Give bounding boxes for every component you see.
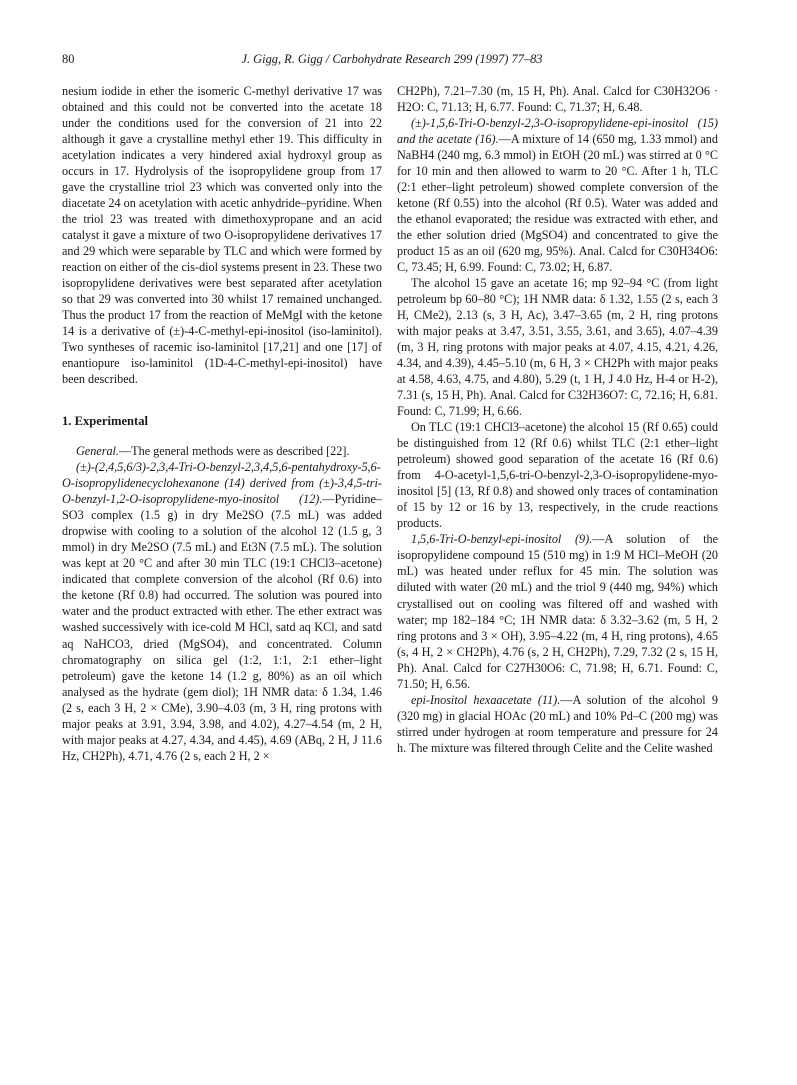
page-header <box>62 52 722 70</box>
hexaacetate-11-text: —A solution of the alcohol 9 (320 mg) in glacial HOAc (20 mL) and 10% Pd–C (200 mg) was stirred under hydrogen at room temperature and pressure for 24 h. The mixture was filtered through Celite and the Celite washed <box>397 692 718 755</box>
hexaacetate-11-title: epi-Inositol hexaacetate (11). <box>411 692 561 707</box>
running-head: J. Gigg, R. Gigg / Carbohydrate Research 299 (1997) 77–83 <box>241 52 543 66</box>
compound-15-title: (±)-1,5,6-Tri-O-benzyl-2,3-O-isopropylidene-epi-inositol (15) and the acetate (16). <box>397 116 718 147</box>
intro-paragraph: nesium iodide in ether the isomeric C-methyl derivative 17 was obtained and this could not be converted into the acetate 18 under the conditions used for the conversion of 21 into 22 although it gave a crystalline methyl ether 19. This difficulty in acetylation indicates a very hindered axial hydroxyl group as occurs in 17. Hydrolysis of the isopropylidene group from 17 gave the crystalline triol 23 which was converted only into the diacetate 24 on acetylation with acetic anhydride–pyridine. When the triol 23 was treated with dimethoxypropane and an acid catalyst it gave a mixture of two O-isopropylidene derivatives 17 and 29 which were separable by TLC and which were formed by reaction on either of the cis-diol systems present in 23. These two isopropylidene derivatives were best separated after acetylation so that 29 was converted into 30 whilst 17 remained unchanged. Thus the product 17 from the reaction of MeMgI with the ketone 14 is a derivative of (±)-4-C-methyl-epi-inositol (iso-laminitol). Two syntheses of racemic iso-laminitol [17,21] and one [17] of enantiopure iso-laminitol (1D-4-C-methyl-epi-inositol) have been described. <box>62 84 382 387</box>
triol-9-title: 1,5,6-Tri-O-benzyl-epi-inositol (9). <box>411 532 593 547</box>
general-paragraph <box>62 443 382 459</box>
compound-15-text: —A mixture of 14 (650 mg, 1.33 mmol) and NaBH4 (240 mg, 6.3 mmol) in EtOH (20 mL) was stirred at 0 °C for 10 min and then allowed to warm to 20 °C. After 1 h, TLC (2:1 ether–light petroleum) showed complete conversion of the ketone (Rf 0.55) into the alcohol (Rf 0.5). Water was added and the ethanol evaporated; the residue was extracted with ether, and the ether solution dried (MgSO4) and concentrated to give the product 15 as an oil (620 mg, 95%). Anal. Calcd for C30H34O6: C, 73.45; H, 6.99. Found: C, 73.02; H, 6.87. <box>397 132 718 275</box>
ketone-14-paragraph <box>62 459 382 763</box>
general-title: General. <box>76 444 119 459</box>
acetate-16-paragraph: The alcohol 15 gave an acetate 16; mp 92–94 °C (from light petroleum bp 60–80 °C); 1H NMR data: δ 1.32, 1.55 (2 s, each 3 H, CMe2), 2.13 (s, 3 H, Ac), 3.47–3.65 (m, 2 H, ring protons with major peaks at 3.47, 3.51, 3.55, 3.61, and 3.65), 4.07–4.39 (m, 3 H, ring protons with major peaks at 4.07, 4.15, 4.21, 4.26, 4.34, and 4.39), 4.45–5.10 (m, 6 H, 3 × CH2Ph with major peaks at 4.58, 4.63, 4.75, and 4.80), 5.29 (t, 1 H, J 4.0 Hz, H-4 or H-2), 7.31 (s, 15 H, Ph). Anal. Calcd for C32H36O7: C, 72.16; H, 6.81. Found: C, 71.99; H, 6.66. <box>397 276 718 419</box>
general-text: —The general methods were as described [22]. <box>118 444 350 459</box>
hexaacetate-11-paragraph <box>397 692 718 756</box>
compound-15-paragraph <box>397 115 718 275</box>
continued-paragraph: CH2Ph), 7.21–7.30 (m, 15 H, Ph). Anal. Calcd for C30H32O6 · H2O: C, 71.13; H, 6.77. Found: C, 71.37; H, 6.48. <box>397 84 718 115</box>
tlc-paragraph: On TLC (19:1 CHCl3–acetone) the alcohol 15 (Rf 0.65) could be distinguished from 12 (Rf 0.6) whilst TLC (2:1 ether–light petroleum) showed good separation of the acetate 16 (Rf 0.6) from 4-O-acetyl-1,5,6-tri-O-benzyl-2,3-O-isopropylidene-myo-inositol [5] (13, Rf 0.8) and showed only traces of contamination of 15 by 12 or 16 by 13, respectively, in the crude reactions products. <box>397 420 718 531</box>
triol-9-paragraph <box>397 531 718 691</box>
ketone-14-text: —Pyridine–SO3 complex (1.5 g) in dry Me2SO (7.5 mL) was added dropwise with cooling to a solution of the alcohol 12 (1.5 g, 3 mmol) in dry Me2SO (7.5 mL) and Et3N (7.5 mL). The solution was kept at 20 °C and after 30 min TLC (19:1 CHCl3–acetone) indicated that complete conversion of the alcohol (Rf 0.6) into the ketone (Rf 0.8) had occurred. The solution was poured into water and the product extracted with ether. The ether extract was washed successively with ice-cold M HCl, satd aq KCl, and satd aq NaHCO3, dried (MgSO4), and concentrated. Column chromatography on silica gel (1:2, 1:1, 2:1 ether–light petroleum) gave the ketone 14 (1.2 g, 80%) as an oil which analysed as the hydrate (gem diol); 1H NMR data: δ 1.34, 1.46 (2 s, each 3 H, 2 × CMe), 3.90–4.03 (m, 3 H, ring protons with major peaks at 3.91, 3.94, 3.98, and 4.02), 4.27–4.54 (m, 2 H, with major peaks at 4.27, 4.34, and 4.45), 4.69 (ABq, 2 H, J 11.6 Hz, CH2Ph), 4.71, 4.76 (2 s, each 2 H, 2 × <box>62 492 382 763</box>
section-heading-experimental: 1. Experimental <box>62 414 149 429</box>
page-number: 80 <box>62 52 75 66</box>
triol-9-text: —A solution of the isopropylidene compound 15 (510 mg) in 1:9 M HCl–MeOH (20 mL) was heated under reflux for 45 min. The solution was diluted with water (20 mL) and the triol 9 (440 mg, 94%) which crystallised out on cooling was filtered off and washed with water; mp 182–184 °C; 1H NMR data: δ 3.32–3.62 (m, 5 H, 2 ring protons and 3 × OH), 3.95–4.22 (m, 4 H, ring protons), 4.65 (s, 4 H, 2 × CH2Ph), 4.76 (s, 2 H, CH2Ph), 7.29, 7.32 (2 s, 15 H, Ph). Anal. Calcd for C27H30O6: C, 71.98; H, 6.71. Found: C, 71.50; H, 6.56. <box>397 532 718 691</box>
right-column <box>397 83 718 756</box>
left-column <box>62 83 382 764</box>
ketone-14-title: (±)-(2,4,5,6/3)-2,3,4-Tri-O-benzyl-2,3,4,5,6-pentahydroxy-5,6-O-isopropylidenecyclohexanone (14) derived from (±)-3,4,5-tri-O-benzyl-1,2-O-isopropylidene-myo-inositol (12). <box>62 460 382 507</box>
